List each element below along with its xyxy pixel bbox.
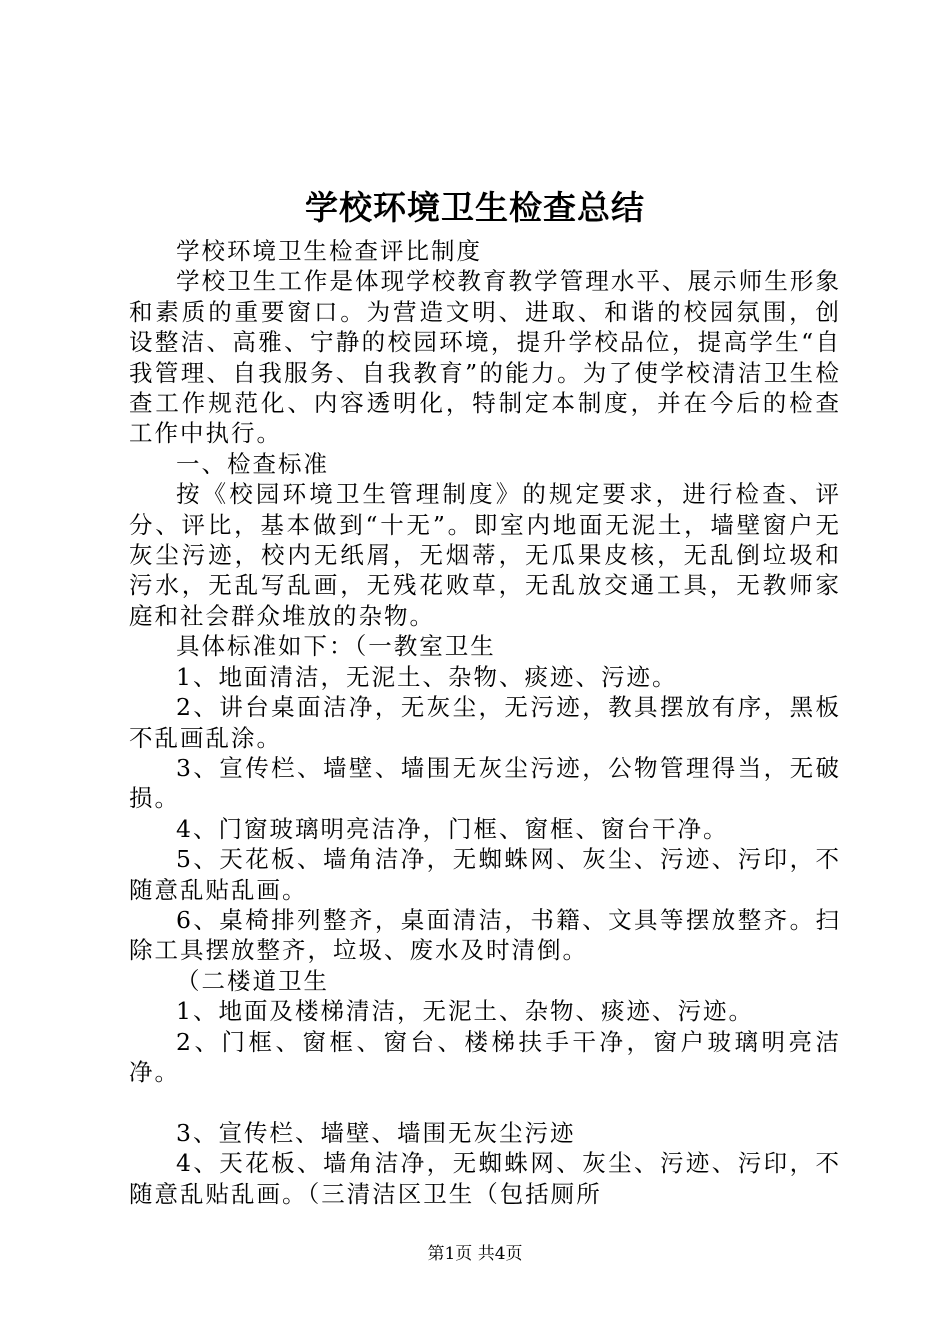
document-title: 学校环境卫生检查总结	[305, 188, 645, 227]
paragraph-subtitle: 学校环境卫生检查评比制度	[176, 237, 482, 265]
list-item: 4、门窗玻璃明亮洁净，门框、窗框、窗台干净。	[176, 814, 729, 843]
section-heading-standards: 一、检查标准	[176, 449, 329, 478]
blank-line	[129, 1087, 841, 1117]
list-item: 1、地面及楼梯清洁，无泥土、杂物、痰迹、污迹。	[176, 997, 754, 1026]
list-item: 2、门框、窗框、窗台、楼梯扶手干净，窗户玻璃明亮洁净。	[129, 1027, 841, 1086]
subsection-corridor: （二楼道卫生	[176, 966, 329, 995]
document-body	[129, 236, 841, 1209]
list-item: 1、地面清洁，无泥土、杂物、痰迹、污迹。	[176, 662, 678, 691]
list-item: 3、宣传栏、墙壁、墙围无灰尘污迹	[176, 1118, 576, 1147]
list-item: 5、天花板、墙角洁净，无蜘蛛网、灰尘、污迹、污印，不随意乱贴乱画。	[129, 845, 841, 904]
list-item: 4、天花板、墙角洁净，无蜘蛛网、灰尘、污迹、污印，不随意乱贴乱画。（三清洁区卫生（包括厕所	[129, 1149, 841, 1208]
list-item: 6、桌椅排列整齐，桌面清洁，书籍、文具等摆放整齐。扫除工具摆放整齐，垃圾、废水及时清倒。	[129, 905, 841, 965]
subsection-classroom: 具体标准如下：（一教室卫生	[176, 632, 496, 661]
list-item: 2、讲台桌面洁净，无灰尘，无污迹，教具摆放有序，黑板不乱画乱涂。	[129, 693, 841, 752]
page-number-footer: 第1页 共4页	[427, 1244, 523, 1264]
paragraph-ten-nos: 按《校园环境卫生管理制度》的规定要求，进行检查、评分、评比，基本做到“十无”。即室内地面无泥土，墙壁窗户无灰尘污迹，校内无纸屑，无烟蒂，无瓜果皮核，无乱倒垃圾和污水，无乱写乱画，无残花败草，无乱放交通工具，无教师家庭和社会群众堆放的杂物。	[129, 480, 841, 630]
list-item: 3、宣传栏、墙壁、墙围无灰尘污迹，公物管理得当，无破损。	[129, 753, 841, 813]
paragraph-intro: 学校卫生工作是体现学校教育教学管理水平、展示师生形象和素质的重要窗口。为营造文明、进取、和谐的校园氛围，创设整洁、高雅、宁静的校园环境，提升学校品位，提高学生“自我管理、自我服务、自我教育”的能力。为了使学校清洁卫生检查工作规范化、内容透明化，特制定本制度，并在今后的检查工作中执行。	[129, 267, 841, 448]
